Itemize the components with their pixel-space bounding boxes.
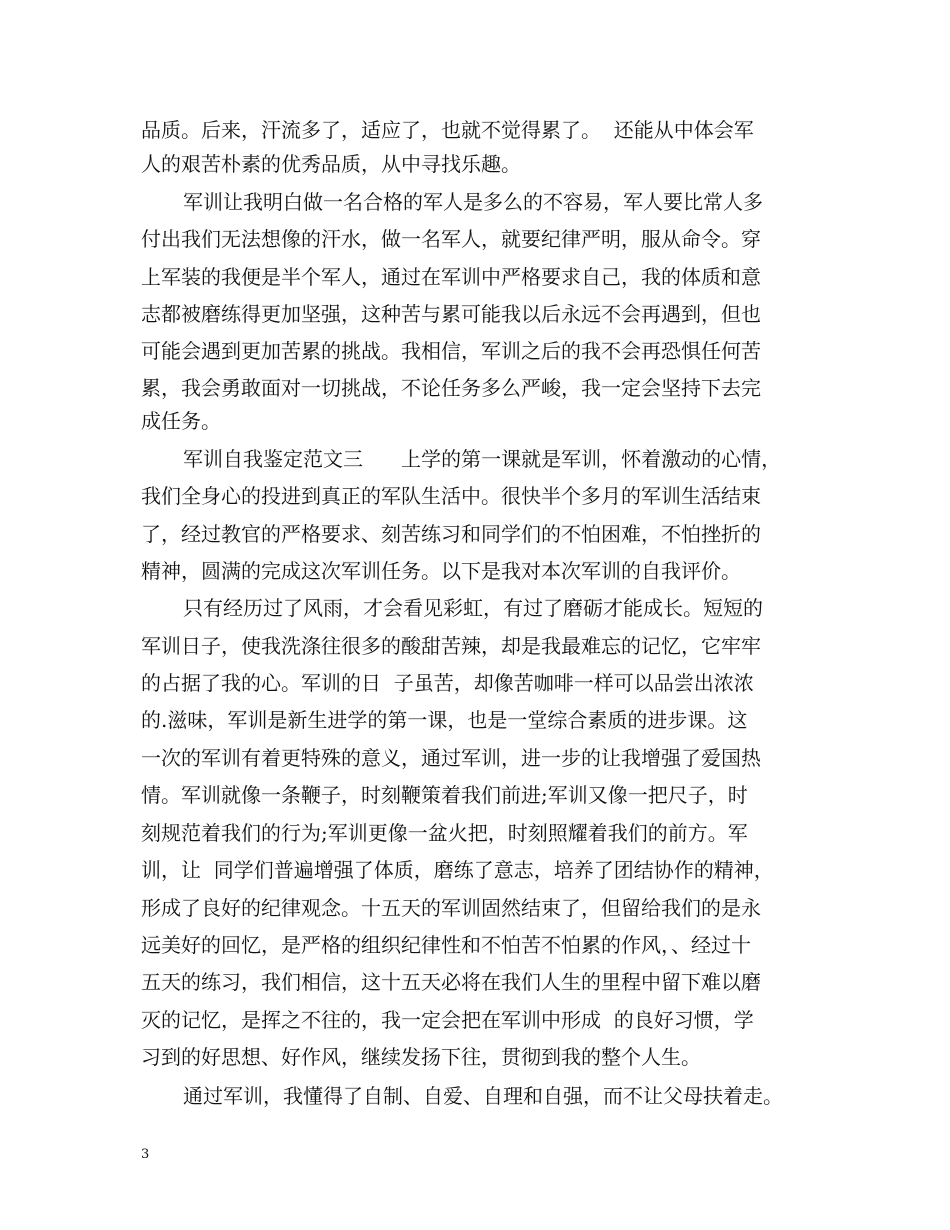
text-line: 志都被磨练得更加坚强，这种苦与累可能我以后永远不会再遇到，但也 bbox=[141, 302, 761, 326]
text-line: 军训自我鉴定范文三 上学的第一课就是军训，怀着激动的心情， bbox=[183, 447, 782, 471]
text-line: 我们全身心的投进到真正的军队生活中。很快半个多月的军训生活结束 bbox=[141, 484, 761, 508]
text-line: 情。军训就像一条鞭子，时刻鞭策着我们前进;军训又像一把尺子，时 bbox=[141, 783, 748, 807]
text-line: 通过军训，我懂得了自制、自爱、自理和自强，而不让父母扶着走。 bbox=[183, 1084, 783, 1108]
text-line: 一次的军训有着更特殊的意义，通过军训，进一步的让我增强了爱国热 bbox=[141, 746, 761, 770]
text-line: 刻规范着我们的行为;军训更像一盆火把，时刻照耀着我们的前方。军 bbox=[141, 821, 748, 845]
page-number: 3 bbox=[141, 1147, 150, 1162]
text-line: 只有经历过了风雨，才会看见彩虹，有过了磨砺才能成长。短短的 bbox=[183, 596, 763, 620]
text-line: 习到的好思想、好作风，继续发扬下往，贯彻到我的整个人生。 bbox=[141, 1045, 701, 1069]
text-line: 上军装的我便是半个军人，通过在军训中严格要求自己，我的体质和意 bbox=[141, 265, 761, 289]
text-line: 灭的记忆，是挥之不往的，我一定会把在军训中形成 的良好习惯，学 bbox=[141, 1008, 754, 1032]
text-line: 的占据了我的心。军训的日 子虽苦，却像苦咖啡一样可以品尝出浓浓 bbox=[141, 671, 754, 695]
text-line: 的.滋味，军训是新生进学的第一课，也是一堂综合素质的进步课。这 bbox=[141, 708, 748, 732]
text-line: 人的艰苦朴素的优秀品质，从中寻找乐趣。 bbox=[141, 152, 521, 176]
text-line: 军训日子，使我洗涤往很多的酸甜苦辣，却是我最难忘的记忆，它牢牢 bbox=[141, 634, 761, 658]
text-line: 成任务。 bbox=[141, 409, 221, 433]
text-line: 训，让 同学们普遍增强了体质，磨练了意志，培养了团结协作的精神， bbox=[141, 858, 774, 882]
text-line: 累，我会勇敢面对一切挑战，不论任务多么严峻，我一定会坚持下去完 bbox=[141, 376, 761, 400]
text-line: 军训让我明白做一名合格的军人是多么的不容易，军人要比常人多 bbox=[183, 190, 763, 214]
text-line: 付出我们无法想像的汗水，做一名军人，就要纪律严明，服从命令。穿 bbox=[141, 227, 761, 251]
text-line: 形成了良好的纪律观念。十五天的军训固然结束了，但留给我们的是永 bbox=[141, 896, 761, 920]
text-line: 五天的练习，我们相信，这十五天必将在我们人生的里程中留下难以磨 bbox=[141, 970, 761, 994]
text-line: 品质。后来，汗流多了，适应了，也就不觉得累了。 还能从中体会军 bbox=[141, 118, 754, 142]
text-line: 可能会遇到更加苦累的挑战。我相信，军训之后的我不会再恐惧任何苦 bbox=[141, 339, 761, 363]
text-line: 精神，圆满的完成这次军训任务。以下是我对本次军训的自我评价。 bbox=[141, 559, 741, 583]
text-line: 了，经过教官的严格要求、刻苦练习和同学们的不怕困难，不怕挫折的 bbox=[141, 522, 761, 546]
text-line: 远美好的回忆，是严格的组织纪律性和不怕苦不怕累的作风，、经过十 bbox=[141, 933, 751, 957]
